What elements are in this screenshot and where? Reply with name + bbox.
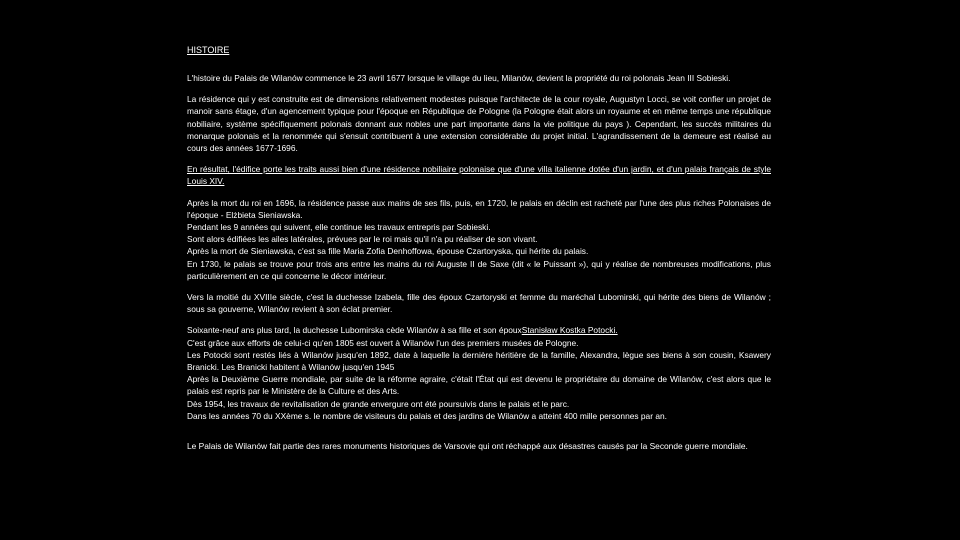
paragraph-4-line: Après la mort du roi en 1696, la résidence passe aux mains de ses fils, puis, en 1720, le palais en déclin est racheté par l'une des plus riches Polonaises de l'époque - Elżbieta Sieniawska.	[187, 197, 771, 220]
paragraph-4-line: Pendant les 9 années qui suivent, elle continue les travaux entrepris par Sobieski.	[187, 222, 491, 233]
paragraph-4-line: En 1730, le palais se trouve pour trois ans entre les mains du roi Auguste II de Saxe (dit « le Puissant »), qui y réalise de nombreuses modifications, plus particulièrement en ce qui concerne le décor intérieur.	[187, 258, 771, 281]
paragraph-6-line: Dans les années 70 du XXème s. le nombre de visiteurs du palais et des jardins de Wilanów a atteint 400 mille personnes par an.	[187, 410, 667, 421]
paragraph-6-line: Les Potocki sont restés liés à Wilanów jusqu'en 1892, date à laquelle la dernière héritière de la famille, Alexandra, lègue ses biens à son cousin, Ksawery Branicki. Les Branicki habitent à Wilanów jusqu'en 1945	[187, 349, 771, 373]
paragraph-5: Vers la moitié du XVIIIe siècle, c'est la duchesse Izabela, fille des époux Czartoryski et femme du maréchal Lubomirski, qui hérite des biens de Wilanów ; sous sa gouverne, Wilanów revient à son éclat premier.	[187, 292, 771, 315]
paragraph-1: L'histoire du Palais de Wilanów commence le 23 avril 1677 lorsque le village du lieu, Milanów, devient la propriété du roi polonais Jean III Sobieski.	[187, 73, 731, 83]
paragraph-4-line: Sont alors édifiées les ailes latérales, prévues par le roi mais qu'il n'a pu réaliser de son vivant.	[187, 234, 538, 245]
paragraph-3: En résultat, l'édifice porte les traits aussi bien d'une résidence nobiliaire polonaise que d'une villa italienne dotée d'un jardin, et d'un palais français de style Louis XIV.	[187, 164, 771, 187]
paragraph-7: Le Palais de Wilanów fait partie des rares monuments historiques de Varsovie qui ont réchappé aux désastres causés par la Seconde guerre mondiale.	[187, 441, 748, 452]
paragraph-6	[187, 324, 771, 422]
paragraph-6-line: C'est grâce aux efforts de celui-ci qu'en 1805 est ouvert à Wilanów l'un des premiers musées de Pologne.	[187, 337, 579, 348]
document-body	[187, 44, 771, 461]
paragraph-6-line: Dès 1954, les travaux de revitalisation de grande envergure ont été poursuivis dans le palais et le parc.	[187, 398, 570, 409]
paragraph-4-line: Après la mort de Sieniawska, c'est sa fille Maria Zofia Denhoffowa, épouse Czartoryska, qui hérite du palais.	[187, 246, 589, 257]
paragraph-2: La résidence qui y est construite est de dimensions relativement modestes puisque l'architecte de la cour royale, Augustyn Locci, se voit confier un projet de manoir sans étage, d'un agencement typique pour l'époque en République de Pologne (la Pologne était alors un royaume et en même temps une république nobiliaire, système spécifiquement polonais donnant aux nobles une part importante dans la vie politique du pays ). Cependant, les succès militaires du monarque polonais et la renommée qui s'ensuit contribuent à une extension considérable du projet initial. L'agrandissement de la demeure est réalisé au cours des années 1677-1696.	[187, 94, 771, 154]
paragraph-6-line: Après la Deuxième Guerre mondiale, par suite de la réforme agraire, c'était l'État qui est devenu le propriétaire du domaine de Wilanów, c'est alors que le palais est repris par le Ministère de la Culture et des Arts.	[187, 374, 771, 397]
paragraph-6-line	[187, 324, 771, 336]
paragraph-6-first: Soixante-neuf ans plus tard, la duchesse Lubomirska cède Wilanów à sa fille et son époux	[187, 325, 522, 336]
page-title: HISTOIRE	[187, 45, 230, 55]
paragraph-4	[187, 197, 771, 282]
potocki-link[interactable]: Stanisław Kostka Potocki.	[521, 325, 618, 336]
spacer	[187, 422, 771, 440]
